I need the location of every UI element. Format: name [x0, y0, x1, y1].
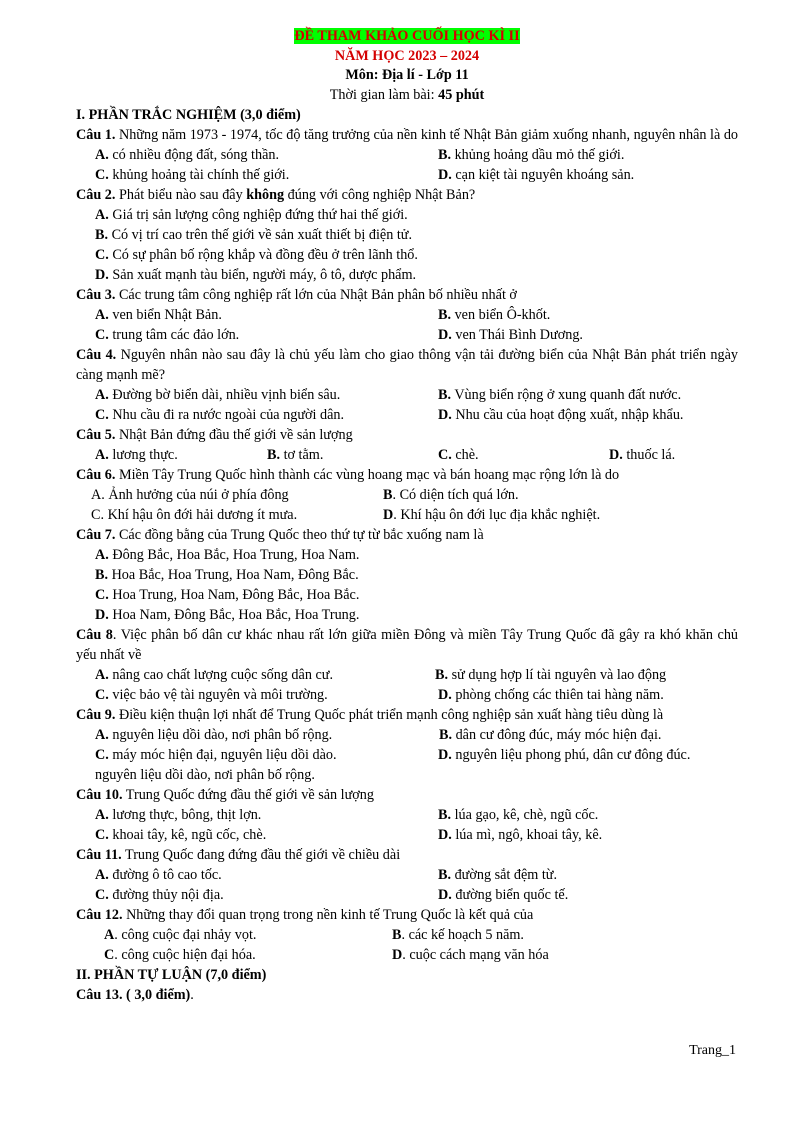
q1-options-row1 [76, 145, 738, 165]
q7-option-d: D. Hoa Nam, Đông Bắc, Hoa Bắc, Hoa Trung. [95, 607, 360, 623]
question-8 [76, 625, 738, 665]
q5-d-text: thuốc lá. [626, 447, 676, 463]
q8-options-row1 [76, 665, 738, 685]
q8-c-text: việc bảo vệ tài nguyên và môi trường. [112, 687, 328, 703]
q12-a-text: . công cuộc đại nhảy vọt. [114, 927, 257, 943]
question-9 [76, 705, 738, 725]
q6-option-d: D. Khí hậu ôn đới lục địa khắc nghiệt. [383, 507, 601, 523]
q4-c-text: Nhu cầu đi ra nước ngoài của người dân. [112, 407, 345, 423]
q6-options-row2 [76, 505, 738, 525]
question-13 [76, 985, 738, 1005]
q9-options-row1 [76, 725, 738, 745]
q3-option-d: D. ven Thái Bình Dương. [438, 327, 583, 343]
q1-c-text: khủng hoảng tài chính thế giới. [112, 167, 290, 183]
part1-title: I. PHẦN TRẮC NGHIỆM (3,0 điểm) [76, 107, 301, 123]
q10-a-text: lương thực, bông, thịt lợn. [112, 807, 262, 823]
q1-options-row2 [76, 165, 738, 185]
q10-options-row1 [76, 805, 738, 825]
q2-option-d: D. Sản xuất mạnh tàu biển, người máy, ô tô, dược phẩm. [95, 267, 417, 283]
q3-option-c: C. trung tâm các đảo lớn. [95, 327, 240, 343]
q10-label: Câu 10. [76, 787, 123, 803]
q9-c-text: máy móc hiện đại, nguyên liệu dồi dào. [112, 747, 337, 763]
q4-b-text: Vùng biển rộng ở xung quanh đất nước. [454, 387, 682, 403]
q4-label: Câu 4. [76, 347, 117, 363]
q5-b-text: tơ tằm. [283, 447, 324, 463]
q1-a-text: có nhiều động đất, sóng thần. [112, 147, 280, 163]
subject: Môn: Địa lí - Lớp 11 [345, 67, 469, 83]
q7-label: Câu 7. [76, 527, 116, 543]
q1-label: Câu 1. [76, 127, 116, 143]
q12-option-c: C. công cuộc hiện đại hóa. [104, 947, 256, 963]
q7-a-text: Đông Bắc, Hoa Bắc, Hoa Trung, Hoa Nam. [112, 547, 360, 563]
q8-option-c: C. việc bảo vệ tài nguyên và môi trường. [95, 687, 328, 703]
school-year: NĂM HỌC 2023 – 2024 [334, 47, 480, 64]
q4-d-text: Nhu cầu của hoạt động xuất, nhập khẩu. [455, 407, 684, 423]
q9-text: Điều kiện thuận lợi nhất để Trung Quốc phát triển mạnh công nghiệp sản xuất hàng tiêu dùng là [115, 707, 664, 723]
q2-a-text: Giá trị sản lượng công nghiệp đứng thứ hai thế giới. [112, 207, 408, 223]
q5-c-text: chè. [455, 447, 479, 463]
question-2 [76, 185, 738, 205]
q9-options-row2 [76, 745, 738, 765]
q4-option-a: A. Đường bờ biển dài, nhiều vịnh biển sâu. [95, 387, 341, 403]
question-12 [76, 905, 738, 925]
time-info [76, 86, 738, 106]
q6-options-row1 [76, 485, 738, 505]
q7-d-text: Hoa Nam, Đông Bắc, Hoa Bắc, Hoa Trung. [112, 607, 360, 623]
q12-options-row1 [76, 925, 738, 945]
q11-option-d: D. đường biển quốc tế. [438, 887, 569, 903]
q10-d-text: lúa mì, ngô, khoai tây, kê. [455, 827, 603, 843]
q9-option-d: D. nguyên liệu phong phú, dân cư đông đúc. [438, 747, 691, 763]
q9-a-text: nguyên liệu dồi dào, nơi phân bố rộng. [112, 727, 333, 743]
q2-label: Câu 2. [76, 187, 116, 203]
q11-option-a: A. đường ô tô cao tốc. [95, 867, 222, 883]
q9-label: Câu 9. [76, 707, 116, 723]
q2-option-c: C. Có sự phân bố rộng khắp và đồng đều ở trên lãnh thổ. [95, 247, 418, 263]
question-7 [76, 525, 738, 545]
q8-option-a: A. nâng cao chất lượng cuộc sống dân cư. [95, 667, 333, 683]
q4-options-row2 [76, 405, 738, 425]
q11-option-c: C. đường thủy nội địa. [95, 887, 224, 903]
q12-d-text: . cuộc cách mạng văn hóa [402, 947, 549, 963]
question-4 [76, 345, 738, 385]
q11-d-text: đường biển quốc tế. [455, 887, 569, 903]
q1-option-b: B. khủng hoảng dầu mỏ thế giới. [438, 147, 625, 163]
q5-option-d: D. thuốc lá. [609, 447, 676, 463]
q5-options-row [76, 445, 738, 465]
question-11 [76, 845, 738, 865]
q13-tail: . [190, 987, 194, 1003]
question-6 [76, 465, 738, 485]
question-3 [76, 285, 738, 305]
q2-post: đúng với công nghiệp Nhật Bản? [284, 187, 476, 203]
q12-option-a: A. công cuộc đại nhảy vọt. [104, 927, 257, 943]
q7-c-text: Hoa Trung, Hoa Nam, Đông Bắc, Hoa Bắc. [112, 587, 360, 603]
q8-b-text: sử dụng hợp lí tài nguyên và lao động [451, 667, 667, 683]
q10-options-row2 [76, 825, 738, 845]
q10-c-text: khoai tây, kê, ngũ cốc, chè. [112, 827, 267, 843]
page-number: Trang_1 [689, 1043, 736, 1058]
q10-option-d: D. lúa mì, ngô, khoai tây, kê. [438, 827, 603, 843]
q3-option-a: A. ven biển Nhật Bản. [95, 307, 222, 323]
q10-text: Trung Quốc đứng đầu thế giới về sản lượng [122, 787, 374, 803]
q7-text: Các đồng bằng của Trung Quốc theo thứ tự từ bắc xuống nam là [115, 527, 484, 543]
q3-d-text: ven Thái Bình Dương. [455, 327, 583, 343]
q4-text: Nguyên nhân nào sau đây là chủ yếu làm cho giao thông vận tải đường biển của Nhật Bản phát triển ngày càng mạnh mẽ? [76, 347, 738, 383]
q10-option-c: C. khoai tây, kê, ngũ cốc, chè. [95, 827, 267, 843]
q2-option-b: B. Có vị trí cao trên thế giới về sản xuất thiết bị điện tử. [95, 227, 413, 243]
q11-options-row2 [76, 885, 738, 905]
exam-title [76, 27, 738, 47]
q7-option-c: C. Hoa Trung, Hoa Nam, Đông Bắc, Hoa Bắc. [95, 587, 360, 603]
question-10 [76, 785, 738, 805]
q9-extra-line: nguyên liệu dồi dào, nơi phân bố rộng. [95, 767, 315, 783]
q5-option-c: C. chè. [438, 447, 479, 463]
q6-option-a: A. Ảnh hưởng của núi ở phía đông [91, 487, 289, 503]
q6-text: Miền Tây Trung Quốc hình thành các vùng hoang mạc và bán hoang mạc rộng lớn là do [115, 467, 620, 483]
part2-title: II. PHẦN TỰ LUẬN (7,0 điểm) [76, 967, 267, 983]
q2-pre: Phát biểu nào sau đây [115, 187, 247, 203]
q9-option-a: A. nguyên liệu dồi dào, nơi phân bố rộng. [95, 727, 333, 743]
q4-option-d: D. Nhu cầu của hoạt động xuất, nhập khẩu. [438, 407, 684, 423]
q8-d-text: phòng chống các thiên tai hàng năm. [455, 687, 664, 703]
q12-label: Câu 12. [76, 907, 123, 923]
q3-label: Câu 3. [76, 287, 116, 303]
q8-text: . Việc phân bố dân cư khác nhau rất lớn giữa miền Đông và miền Tây Trung Quốc đã gây ra khó khăn chủ yếu nhất về [76, 627, 739, 663]
q6-label: Câu 6. [76, 467, 116, 483]
q5-option-a: A. lương thực. [95, 447, 178, 463]
q5-label: Câu 5. [76, 427, 116, 443]
q4-option-b: B. Vùng biển rộng ở xung quanh đất nước. [438, 387, 682, 403]
q3-option-b: B. ven biển Ô-khốt. [438, 307, 551, 323]
q8-option-b: B. sử dụng hợp lí tài nguyên và lao động [435, 667, 667, 683]
q7-b-text: Hoa Bắc, Hoa Trung, Hoa Nam, Đông Bắc. [111, 567, 359, 583]
q6-d-text: . Khí hậu ôn đới lục địa khắc nghiệt. [393, 507, 601, 523]
q4-a-text: Đường bờ biển dài, nhiều vịnh biển sâu. [112, 387, 341, 403]
q9-option-b: B. dân cư đông đúc, máy móc hiện đại. [439, 727, 662, 743]
q12-b-text: . các kế hoạch 5 năm. [401, 927, 524, 943]
q11-label: Câu 11. [76, 847, 122, 863]
q7-option-b: B. Hoa Bắc, Hoa Trung, Hoa Nam, Đông Bắc. [95, 567, 359, 583]
q4-options-row1 [76, 385, 738, 405]
q6-option-c: C. Khí hậu ôn đới hải dương ít mưa. [91, 507, 298, 523]
q3-options-row1 [76, 305, 738, 325]
q1-d-text: cạn kiệt tài nguyên khoáng sản. [455, 167, 635, 183]
q11-c-text: đường thủy nội địa. [112, 887, 224, 903]
q4-option-c: C. Nhu cầu đi ra nước ngoài của người dân. [95, 407, 345, 423]
q11-text: Trung Quốc đang đứng đầu thế giới về chiều dài [121, 847, 401, 863]
q9-option-c: C. máy móc hiện đại, nguyên liệu dồi dào. [95, 747, 337, 763]
question-1 [76, 125, 738, 145]
time-value: 45 phút [438, 86, 485, 103]
q12-c-text: . công cuộc hiện đại hóa. [114, 947, 256, 963]
exam-title-text: ĐỀ THAM KHẢO CUỐI HỌC KÌ II [294, 28, 520, 44]
q13-label: Câu 13. ( 3,0 điểm) [76, 987, 191, 1003]
q2-d-text: Sản xuất mạnh tàu biển, người máy, ô tô, dược phẩm. [112, 267, 417, 283]
q3-text: Các trung tâm công nghiệp rất lớn của Nhật Bản phân bố nhiều nhất ở [115, 287, 517, 303]
q5-option-b: B. tơ tằm. [267, 447, 324, 463]
q3-options-row2 [76, 325, 738, 345]
q1-b-text: khủng hoảng dầu mỏ thế giới. [454, 147, 625, 163]
q12-text: Những thay đổi quan trọng trong nền kinh tế Trung Quốc là kết quả của [122, 907, 534, 923]
q10-option-b: B. lúa gạo, kê, chè, ngũ cốc. [438, 807, 599, 823]
q5-a-text: lương thực. [112, 447, 178, 463]
q12-options-row2 [76, 945, 738, 965]
exam-page [76, 27, 738, 1005]
q6-a-text: . Ảnh hưởng của núi ở phía đông [101, 487, 289, 503]
q8-a-text: nâng cao chất lượng cuộc sống dân cư. [112, 667, 333, 683]
q3-c-text: trung tâm các đảo lớn. [112, 327, 240, 343]
q6-b-text: . Có diện tích quá lớn. [392, 487, 519, 503]
q6-c-text: . Khí hậu ôn đới hải dương ít mưa. [100, 507, 298, 523]
time-label: Thời gian làm bài: [329, 86, 439, 103]
q3-a-text: ven biển Nhật Bản. [112, 307, 222, 323]
q1-option-c: C. khủng hoảng tài chính thế giới. [95, 167, 290, 183]
q12-option-d: D. cuộc cách mạng văn hóa [392, 947, 549, 963]
q8-options-row2 [76, 685, 738, 705]
q1-option-a: A. có nhiều động đất, sóng thần. [95, 147, 280, 163]
q11-b-text: đường sắt đệm từ. [454, 867, 558, 883]
q5-text: Nhật Bản đứng đầu thế giới về sản lượng [115, 427, 353, 443]
q10-b-text: lúa gạo, kê, chè, ngũ cốc. [454, 807, 599, 823]
q9-b-text: dân cư đông đúc, máy móc hiện đại. [455, 727, 662, 743]
q9-d-text: nguyên liệu phong phú, dân cư đông đúc. [455, 747, 691, 763]
question-5 [76, 425, 738, 445]
exam-header [76, 27, 738, 105]
q1-text: Những năm 1973 - 1974, tốc độ tăng trưởng của nền kinh tế Nhật Bản giảm xuống nhanh, nguyên nhân là do [115, 127, 739, 143]
q2-bold: không [246, 187, 285, 203]
q11-options-row1 [76, 865, 738, 885]
q2-b-text: Có vị trí cao trên thế giới về sản xuất thiết bị điện tử. [111, 227, 413, 243]
q1-option-d: D. cạn kiệt tài nguyên khoáng sản. [438, 167, 635, 183]
q6-option-b: B. Có diện tích quá lớn. [383, 487, 519, 503]
q3-b-text: ven biển Ô-khốt. [454, 307, 551, 323]
q12-option-b: B. các kế hoạch 5 năm. [392, 927, 524, 943]
q11-option-b: B. đường sắt đệm từ. [438, 867, 558, 883]
q7-option-a: A. Đông Bắc, Hoa Bắc, Hoa Trung, Hoa Nam. [95, 547, 360, 563]
q8-option-d: D. phòng chống các thiên tai hàng năm. [438, 687, 664, 703]
q10-option-a: A. lương thực, bông, thịt lợn. [95, 807, 262, 823]
q8-label: Câu 8 [76, 627, 113, 643]
q2-c-text: Có sự phân bố rộng khắp và đồng đều ở trên lãnh thổ. [112, 247, 418, 263]
q2-option-a: A. Giá trị sản lượng công nghiệp đứng thứ hai thế giới. [95, 207, 408, 223]
q11-a-text: đường ô tô cao tốc. [112, 867, 222, 883]
